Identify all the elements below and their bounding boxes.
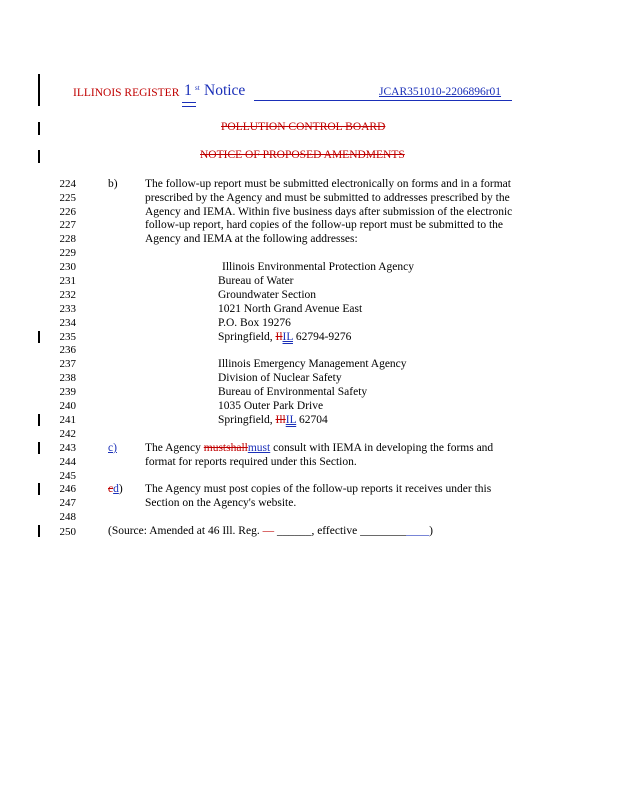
source-note: (Source: Amended at 46 Ill. Reg. — ______, effective ____________) xyxy=(108,525,433,537)
line-number: 229 xyxy=(59,247,76,259)
line-number: 248 xyxy=(59,511,76,523)
inserted-text: ____ xyxy=(406,525,430,537)
change-bar xyxy=(38,74,40,106)
change-bar xyxy=(38,331,40,343)
subsection-b-text: follow-up report, hard copies of the follow-up report must be submitted to the xyxy=(145,219,504,231)
address-line: Groundwater Section xyxy=(218,289,317,301)
line-number: 232 xyxy=(59,289,76,301)
notice-label: Notice xyxy=(204,82,246,99)
register-label: ILLINOIS REGISTER xyxy=(73,87,180,99)
inserted-text: IL xyxy=(285,414,297,426)
subsection-c-text: format for reports required under this Section. xyxy=(145,456,357,468)
notice-title: NOTICE OF PROPOSED AMENDMENTS xyxy=(200,149,405,161)
inserted-text: IL xyxy=(282,331,293,343)
line-number: 233 xyxy=(59,303,76,315)
deleted-text: c xyxy=(108,483,114,495)
line-number: 228 xyxy=(59,233,76,245)
line-number: 245 xyxy=(59,470,76,482)
change-bar xyxy=(38,414,40,426)
line-number: 237 xyxy=(59,358,76,370)
address-line: 1035 Outer Park Drive xyxy=(218,400,324,412)
subsection-c-text: The Agency mustshallmust consult with IEMA in developing the forms and xyxy=(145,442,494,454)
subsection-c-label: c) xyxy=(108,442,117,454)
register-header xyxy=(73,83,593,103)
address-city-line: Springfield, IlIL 62794-9276 xyxy=(218,331,352,343)
line-number: 239 xyxy=(59,386,76,398)
change-bar xyxy=(38,442,40,454)
address-line: P.O. Box 19276 xyxy=(218,317,291,329)
change-bar xyxy=(38,122,40,135)
line-number: 227 xyxy=(59,219,76,231)
page-number: 1 xyxy=(184,82,192,99)
subsection-b-text: prescribed by the Agency and must be submitted to addresses prescribed by the xyxy=(145,192,510,204)
deleted-text: Ill xyxy=(275,414,286,426)
line-number: 246 xyxy=(59,483,76,495)
line-number: 225 xyxy=(59,192,76,204)
line-number: 224 xyxy=(59,178,76,190)
inserted-text: must xyxy=(247,442,271,454)
line-number: 230 xyxy=(59,261,76,273)
subsection-d-text: Section on the Agency's website. xyxy=(145,497,297,509)
address-line: 1021 North Grand Avenue East xyxy=(218,303,363,315)
line-number: 243 xyxy=(59,442,76,454)
change-bar xyxy=(38,150,40,163)
line-number: 240 xyxy=(59,400,76,412)
deleted-text: mustshall xyxy=(203,442,248,454)
line-number: 244 xyxy=(59,456,76,468)
board-title: POLLUTION CONTROL BOARD xyxy=(221,121,386,133)
change-bar xyxy=(38,483,40,495)
address-line: Illinois Emergency Management Agency xyxy=(218,358,407,370)
line-number: 235 xyxy=(59,331,76,343)
change-bar xyxy=(38,525,40,537)
subsection-b-label: b) xyxy=(108,178,118,190)
subsection-d-text: The Agency must post copies of the follow-up reports it receives under this xyxy=(145,483,492,495)
line-number: 250 xyxy=(59,526,76,538)
line-number: 241 xyxy=(59,414,76,426)
line-number: 236 xyxy=(59,344,76,356)
address-line: Bureau of Environmental Safety xyxy=(218,386,368,398)
address-line: Division of Nuclear Safety xyxy=(218,372,342,384)
subsection-b-text: Agency and IEMA. Within five business days after submission of the electronic xyxy=(145,206,513,218)
address-city-line: Springfield, IllIL 62704 xyxy=(218,414,328,426)
line-number: 231 xyxy=(59,275,76,287)
line-number: 226 xyxy=(59,206,76,218)
line-number: 247 xyxy=(59,497,76,509)
subsection-b-text: The follow-up report must be submitted electronically on forms and in a format xyxy=(145,178,511,190)
header-underline xyxy=(254,100,512,101)
line-number: 238 xyxy=(59,372,76,384)
inserted-text: d xyxy=(113,483,119,495)
address-line: Bureau of Water xyxy=(218,275,294,287)
line-number: 234 xyxy=(59,317,76,329)
deleted-text: — xyxy=(262,525,275,537)
subsection-b-text: Agency and IEMA at the following addresses: xyxy=(145,233,358,245)
page-number-superscript: st xyxy=(195,84,200,92)
jcar-code: JCAR351010-2206896r01 xyxy=(379,86,502,98)
address-line: Illinois Environmental Protection Agency xyxy=(222,261,414,273)
subsection-d-label: cd) xyxy=(108,483,123,495)
line-number: 242 xyxy=(59,428,76,440)
deleted-text: Il xyxy=(275,331,283,343)
insert-marks xyxy=(182,102,196,110)
